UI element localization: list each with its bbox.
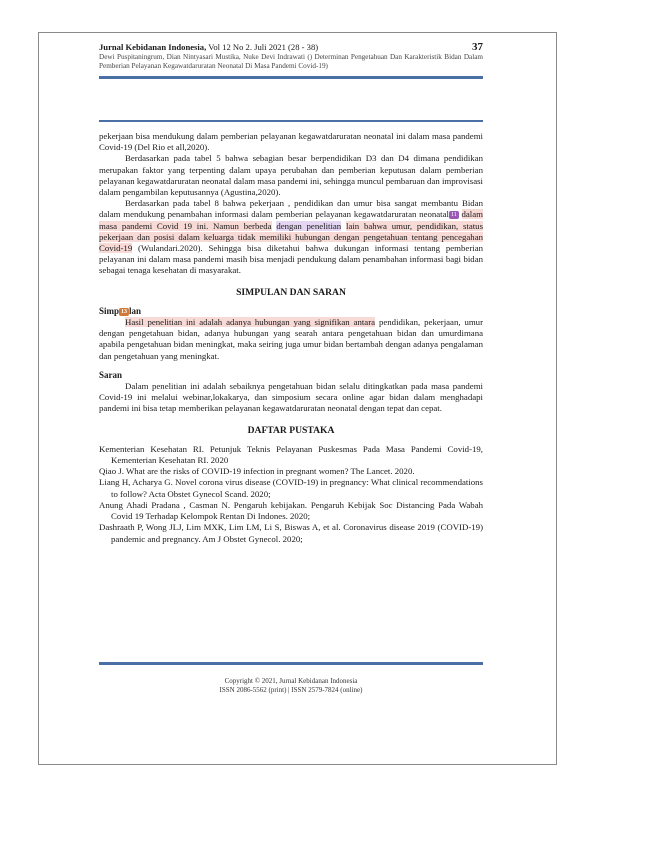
reference-item: Qiao J. What are the risks of COVID-19 infection in pregnant women? The Lancet. 2020. [99, 466, 415, 477]
saran-text: Dalam penelitian ini adalah sebaiknya pengetahuan bidan selalu ditingkatkan pada masa pandemi Covid-19 ini melalui webinar,lokakarya, dan simposium secara online agar bidan dalam menghadapi pandemi ini bisa tetap memberikan pelayanan kegawatdaruratan neonatal dengan tepat dan cepat. [99, 381, 483, 414]
highlight-span: lain bahwa umur, pendidikan, status pekerjaan dan posisi dalam keluarga tidak memiliki hubungan dengan pengetahuan tentang pencegahan Covid-19 [99, 220, 483, 254]
annotation-marker[interactable]: 11 [450, 212, 457, 219]
highlight-span: dalam masa pandemi Covid 19 ini. Namun berbeda [99, 209, 483, 231]
paragraph-2: Berdasarkan pada tabel 5 bahwa sebagian besar berpendidikan D3 dan D4 dimana pendidikan merupakan faktor yang terpenting dalam upaya perubahan dan pemberian keputusan dalam pemberian pelayanan kegawatdaruratan neonatal dalam masa pandemi ini, sehingga muncul pembaruan dan improvisasi dalam pengambilan keputusannya (Agustina,2020). [99, 153, 483, 198]
paragraph-3: Berdasarkan pada tabel 8 bahwa pekerjaan , pendidikan dan umur bisa sangat membantu Bidan dalam mendukung penambahan informasi dalam pemberian pelayanan kegawatdaruratan neonatal 11 dalam masa pandemi Covid 19 ini. Namun berbeda dengan penelitian lain bahwa umur, pendidikan, status pekerjaan dan posisi dalam keluarga tidak memiliki hubungan dengan pengetahuan tentang pencegahan Covid-19 (Wulandari.2020). Sehingga bisa diketahui bahwa dukungan informasi tentang pemberian pelayanan ini dalam masa pandemi masih bisa menjadi pendukung dalam penambahan informasi bagi bidan sebagai tenaga kesehatan di masyarakat. [99, 198, 483, 276]
annotation-marker[interactable]: 13 [121, 308, 128, 315]
article-body [99, 131, 483, 545]
running-header [99, 42, 483, 70]
highlight-span: dengan penelitian [276, 220, 342, 231]
reference-item: Anung Ahadi Pradana , Casman N. Pengaruh kebijakan. Pengaruh Kebijak Soc Distancing Pada Wabah Covid 19 Terhadap Kelompok Rentan Di Indones. 2020; [99, 499, 483, 522]
reference-item: Liang H, Acharya G. Novel corona virus disease (COVID-19) in pregnancy: What clinical recommendations to follow? Acta Obstet Gynecol Scand. 2020; [99, 477, 483, 499]
section-title-references: DAFTAR PUSTAKA [247, 424, 335, 436]
header-rule [99, 76, 483, 79]
article-subtitle: Dewi Puspitaningrum, Dian Nintyasari Mustika, Nuke Devi Indrawati () Determinan Pengetahuan Dan Karakteristik Bidan Dalam Pemberian Pelayanan Kegawatdaruratan Neonatal Di Masa Pandemi Covid-19) [99, 53, 483, 70]
footer-rule [99, 662, 483, 665]
subheading-simpulan: Simp 13 lan [99, 305, 142, 316]
reference-item: Dashraath P, Wong JLJ, Lim MXK, Lim LM, Li S, Biswas A, et al. Coronavirus disease 2019 (COVID-19) pandemic and pregnancy. Am J Obstet Gynecol. 2020; [99, 522, 483, 544]
issn-text: ISSN 2086-5562 (print) | ISSN 2579-7824 (online) [219, 686, 363, 694]
simpulan-text: Hasil penelitian ini adalah adanya hubungan yang signifikan antara pendidikan, pekerjaan, umur dengan pengetahuan bidan, adanya hubungan yang searah antara pengetahuan bidan dan umurdimana apabila pengetahuan bidan meningkat, maka seiring juga umur bidan bertambah dengan adanya pengalaman dan pengetahuan yang meningkat. [99, 317, 484, 361]
section-title-conclusion: SIMPULAN DAN SARAN [236, 286, 346, 298]
reference-list [99, 444, 483, 545]
paragraph-1: pekerjaan bisa mendukung dalam pemberian pelayanan kegawatdaruratan neonatal ini dalam masa pandemi Covid-19 (Del Rio et all,2020). [99, 131, 483, 153]
copyright-text: Copyright © 2021, Jurnal Kebidanan Indonesia [224, 677, 358, 685]
highlight-span: Hasil penelitian ini adalah adanya hubungan yang signifikan antara [125, 317, 376, 328]
journal-name: Jurnal Kebidanan Indonesia, [99, 42, 207, 52]
page-number: 37 [472, 41, 483, 53]
header-rule-bottom [99, 120, 483, 122]
journal-volume: Vol 12 No 2. Juli 2021 (28 - 38) [208, 42, 319, 52]
reference-item: Kementerian Kesehatan RI. Petunjuk Teknis Pelayanan Puskesmas Pada Masa Pandemi Covid-19, Kementerian Kesehatan RI. 2020 [99, 443, 483, 466]
subheading-saran: Saran [99, 369, 123, 380]
page-footer [99, 677, 483, 695]
